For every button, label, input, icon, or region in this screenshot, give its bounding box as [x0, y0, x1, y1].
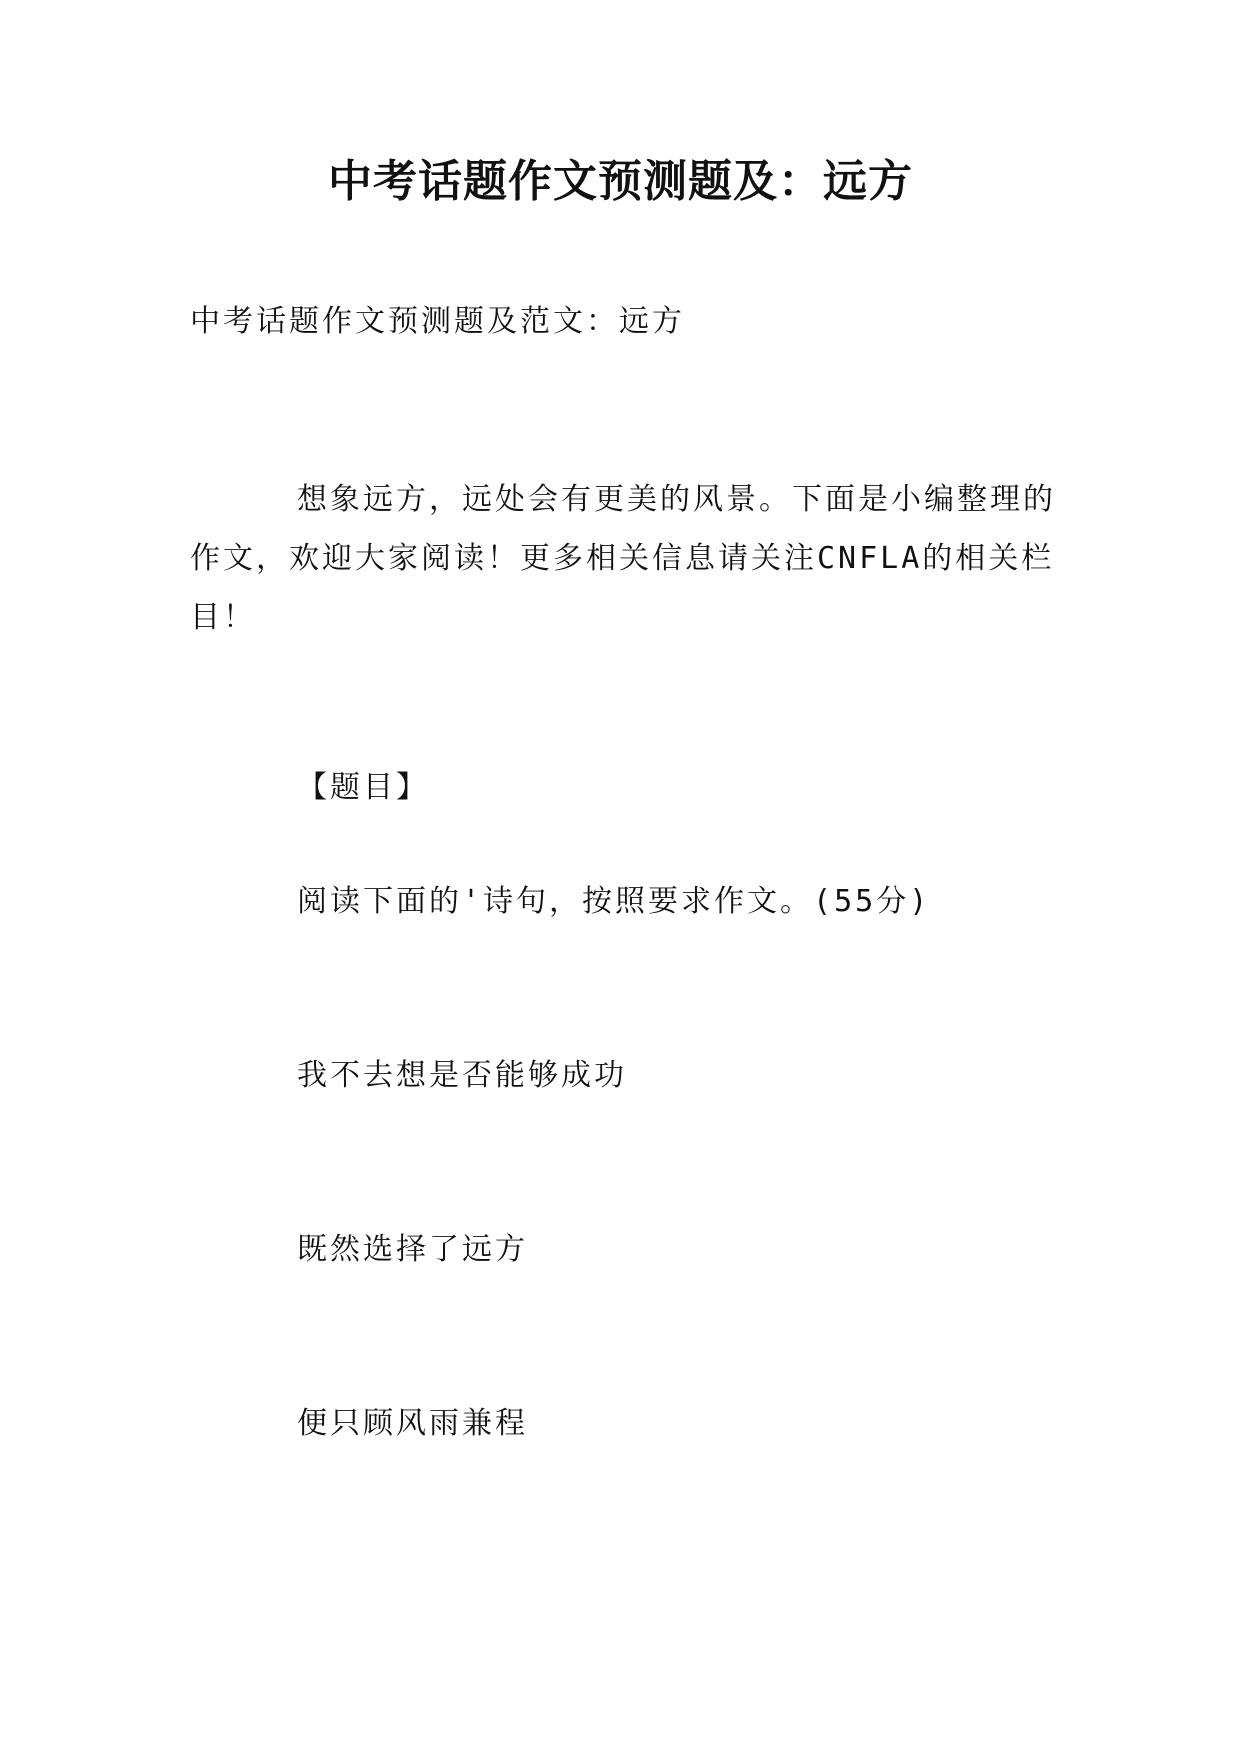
- section-heading: 【题目】: [297, 770, 429, 805]
- intro-paragraph: [190, 470, 1070, 647]
- poem-line-3: 便只顾风雨兼程: [297, 1406, 528, 1441]
- document-subtitle: 中考话题作文预测题及范文：远方: [190, 304, 685, 339]
- intro-line-1: 想象远方，远处会有更美的风景。下面是小编整理的: [297, 482, 1056, 517]
- intro-line-3: 目！: [190, 600, 256, 635]
- poem-line-2: 既然选择了远方: [297, 1232, 528, 1267]
- poem-line-1: 我不去想是否能够成功: [297, 1058, 627, 1093]
- instruction-text: 阅读下面的'诗句，按照要求作文。(55分): [297, 884, 931, 919]
- document-title: 中考话题作文预测题及：远方: [328, 156, 913, 207]
- intro-line-2: 作文，欢迎大家阅读！更多相关信息请关注CNFLA的相关栏: [190, 541, 1055, 576]
